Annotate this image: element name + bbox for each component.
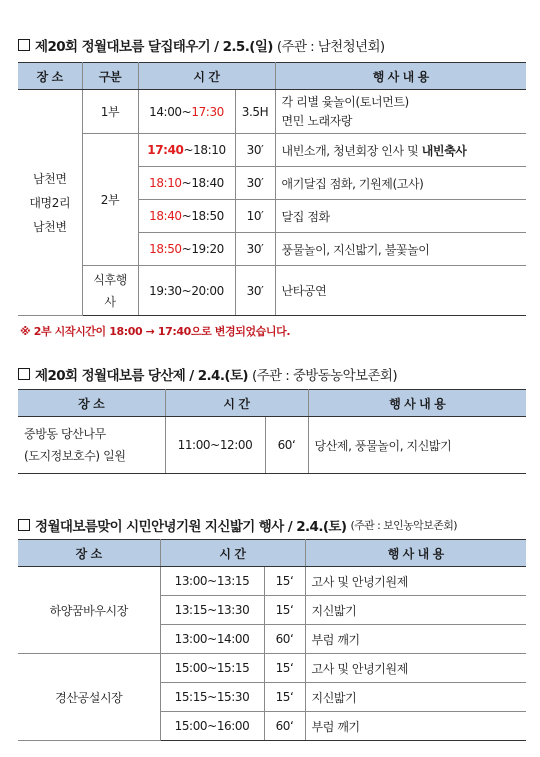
part-cell: 식후행 사 bbox=[82, 266, 138, 316]
duration-cell: 30′ bbox=[235, 134, 275, 167]
place-cell: 하양꿈바우시장 bbox=[18, 567, 160, 654]
duration-cell: 30′ bbox=[235, 266, 275, 316]
header-time: 시 간 bbox=[138, 63, 275, 90]
section3-title bbox=[18, 515, 457, 535]
place-cell: 경산공설시장 bbox=[18, 654, 160, 741]
place-line: 남천변 bbox=[32, 219, 67, 234]
time-cell: 18:10~18:40 bbox=[138, 167, 235, 200]
time-cell: 18:40~18:50 bbox=[138, 200, 235, 233]
table-header-row bbox=[18, 390, 526, 417]
checkbox-square-icon bbox=[18, 519, 30, 531]
content-cell: 부럼 깨기 bbox=[305, 712, 526, 741]
header-content: 행 사 내 용 bbox=[305, 540, 526, 567]
duration-cell: 15‘ bbox=[264, 567, 305, 596]
time-cell: 13:15~13:30 bbox=[160, 596, 264, 625]
schedule-change-note: ※ 2부 시작시간이 18:00 → 17:40으로 변경되었습니다. bbox=[20, 325, 291, 338]
content-cell: 지신밟기 bbox=[305, 596, 526, 625]
section1-title-text: 제20회 정월대보름 달집태우기 / 2.5.(일) bbox=[35, 39, 273, 55]
content-cell: 고사 및 안녕기원제 bbox=[305, 567, 526, 596]
header-place: 장 소 bbox=[18, 63, 82, 90]
table-row bbox=[18, 654, 526, 683]
time-cell: 17:40~18:10 bbox=[138, 134, 235, 167]
table-row bbox=[18, 417, 526, 474]
section1-organizer: (주관 : 남천청년회) bbox=[276, 39, 385, 55]
duration-cell: 60‘ bbox=[264, 712, 305, 741]
table-row bbox=[18, 90, 526, 134]
duration-cell: 15‘ bbox=[264, 654, 305, 683]
duration-cell: 3.5H bbox=[235, 90, 275, 134]
duration-cell: 15‘ bbox=[264, 683, 305, 712]
section1-title bbox=[18, 35, 385, 55]
content-cell: 내빈소개, 청년회장 인사 및 내빈축사 bbox=[275, 134, 526, 167]
place-line: 남천면 bbox=[32, 171, 67, 186]
section2-organizer: (주관 : 중방동농악보존회) bbox=[251, 368, 398, 384]
section1-table bbox=[18, 62, 526, 316]
table-row bbox=[18, 266, 526, 316]
section3-table bbox=[18, 539, 526, 741]
place-cell: 중방동 당산나무 (도지정보호수) 일원 bbox=[18, 417, 165, 474]
content-cell: 당산제, 풍물놀이, 지신밟기 bbox=[308, 417, 526, 474]
header-content: 행 사 내 용 bbox=[275, 63, 526, 90]
table-row bbox=[18, 567, 526, 596]
header-time: 시 간 bbox=[160, 540, 305, 567]
content-cell: 풍물놀이, 지신밟기, 불꽃놀이 bbox=[275, 233, 526, 266]
content-cell: 애기달집 점화, 기원제(고사) bbox=[275, 167, 526, 200]
part-cell: 2부 bbox=[82, 134, 138, 266]
section2-title-text: 제20회 정월대보름 당산제 / 2.4.(토) bbox=[35, 368, 248, 384]
place-line: 대명2리 bbox=[29, 195, 71, 210]
part-cell: 1부 bbox=[82, 90, 138, 134]
section2-title bbox=[18, 364, 397, 384]
content-cell: 각 리별 윷놀이(토너먼트) 면민 노래자랑 bbox=[275, 90, 526, 134]
time-cell: 13:00~13:15 bbox=[160, 567, 264, 596]
header-part: 구분 bbox=[82, 63, 138, 90]
duration-cell: 10′ bbox=[235, 200, 275, 233]
checkbox-square-icon bbox=[18, 368, 30, 380]
table-row bbox=[18, 134, 526, 167]
time-cell: 19:30~20:00 bbox=[138, 266, 235, 316]
time-cell: 14:00~17:30 bbox=[138, 90, 235, 134]
content-cell: 난타공연 bbox=[275, 266, 526, 316]
header-content: 행 사 내 용 bbox=[308, 390, 526, 417]
duration-cell: 30′ bbox=[235, 167, 275, 200]
duration-cell: 60‘ bbox=[265, 417, 308, 474]
content-cell: 달집 점화 bbox=[275, 200, 526, 233]
duration-cell: 60‘ bbox=[264, 625, 305, 654]
content-cell: 부럼 깨기 bbox=[305, 625, 526, 654]
section3-organizer: (주관 : 보인농악보존회) bbox=[350, 519, 457, 532]
header-time: 시 간 bbox=[165, 390, 308, 417]
time-cell: 15:00~16:00 bbox=[160, 712, 264, 741]
section3-title-text: 정월대보름맞이 시민안녕기원 지신밟기 행사 / 2.4.(토) bbox=[35, 519, 347, 535]
section2-table bbox=[18, 389, 526, 474]
header-place: 장 소 bbox=[18, 390, 165, 417]
time-cell: 15:00~15:15 bbox=[160, 654, 264, 683]
duration-cell: 15‘ bbox=[264, 596, 305, 625]
time-cell: 15:15~15:30 bbox=[160, 683, 264, 712]
checkbox-square-icon bbox=[18, 39, 30, 51]
content-cell: 고사 및 안녕기원제 bbox=[305, 654, 526, 683]
time-cell: 11:00~12:00 bbox=[165, 417, 265, 474]
place-cell bbox=[18, 90, 82, 316]
header-place: 장 소 bbox=[18, 540, 160, 567]
table-header-row bbox=[18, 540, 526, 567]
table-header-row bbox=[18, 63, 526, 90]
duration-cell: 30′ bbox=[235, 233, 275, 266]
content-cell: 지신밟기 bbox=[305, 683, 526, 712]
time-cell: 13:00~14:00 bbox=[160, 625, 264, 654]
time-cell: 18:50~19:20 bbox=[138, 233, 235, 266]
